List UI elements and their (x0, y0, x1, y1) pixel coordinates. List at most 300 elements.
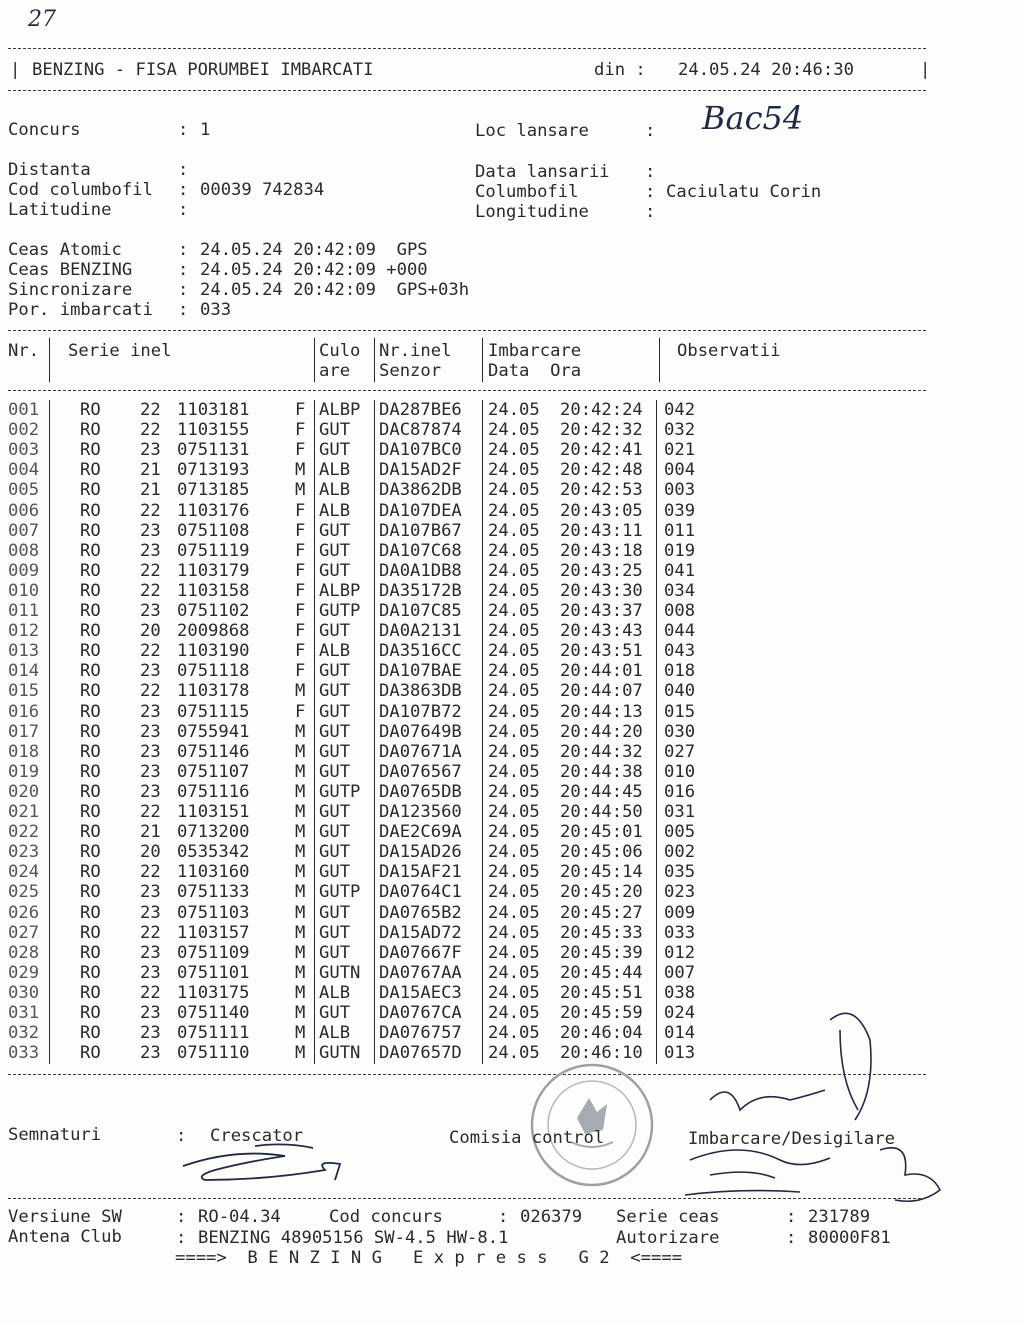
row-time: 20:43:25 (560, 560, 643, 581)
row-date: 24.05 (488, 520, 540, 541)
row-year: 23 (140, 761, 161, 782)
table-row (0, 943, 1000, 963)
row-date: 24.05 (488, 741, 540, 762)
row-date: 24.05 (488, 1003, 540, 1023)
row-observation: 005 (664, 822, 696, 843)
row-sensor: DA0767AA (379, 962, 462, 983)
row-country: RO (80, 842, 101, 863)
row-sex: M (295, 761, 306, 782)
row-country: RO (80, 641, 101, 662)
colon: : (645, 202, 656, 222)
versiune-sw-label: Versiune SW (8, 1207, 122, 1227)
row-date: 24.05 (488, 701, 540, 722)
row-year: 23 (140, 701, 161, 722)
table-row (0, 561, 1000, 581)
row-nr: 028 (8, 942, 40, 963)
row-observation: 014 (664, 1023, 696, 1044)
row-nr: 024 (8, 862, 40, 883)
colon: : (176, 1228, 187, 1248)
row-date: 24.05 (488, 420, 540, 441)
cod-concurs-label: Cod concurs (329, 1207, 443, 1227)
row-ring: 1103158 (177, 580, 250, 601)
loc-lansare-handwritten: Bac54 (702, 99, 804, 137)
row-observation: 043 (664, 641, 696, 662)
colon: : (178, 240, 189, 260)
row-sex: F (295, 661, 306, 682)
row-observation: 044 (664, 621, 696, 642)
divider (8, 390, 926, 391)
row-nr: 008 (8, 540, 40, 561)
row-sensor: DA0A1DB8 (379, 560, 462, 581)
row-nr: 011 (8, 601, 40, 621)
row-country: RO (80, 1023, 101, 1044)
row-color: GUT (319, 862, 351, 883)
table-row (0, 621, 1000, 641)
row-color: GUT (319, 661, 351, 682)
row-ring: 1103175 (177, 982, 250, 1003)
column-separator (482, 338, 483, 382)
row-observation: 035 (664, 862, 696, 883)
row-observation: 023 (664, 882, 696, 903)
row-sensor: DA3516CC (379, 641, 462, 662)
row-sex: M (295, 822, 306, 843)
row-nr: 007 (8, 520, 40, 541)
row-sensor: DA107C85 (379, 601, 462, 621)
row-sex: F (295, 420, 306, 441)
row-observation: 016 (664, 781, 696, 802)
row-date: 24.05 (488, 621, 540, 642)
row-year: 23 (140, 882, 161, 903)
row-sex: M (295, 882, 306, 903)
row-observation: 007 (664, 962, 696, 983)
row-sensor: DA107DEA (379, 500, 462, 521)
row-date: 24.05 (488, 641, 540, 662)
colon: : (786, 1207, 797, 1227)
columbofil-value: Caciulatu Corin (666, 182, 822, 202)
row-country: RO (80, 601, 101, 621)
row-ring: 0751116 (177, 781, 250, 802)
row-date: 24.05 (488, 721, 540, 742)
row-nr: 023 (8, 842, 40, 863)
table-row (0, 400, 1000, 420)
row-observation: 038 (664, 982, 696, 1003)
antena-club-label: Antena Club (8, 1227, 122, 1247)
row-year: 23 (140, 440, 161, 461)
table-row (0, 702, 1000, 722)
row-ring: 0751109 (177, 942, 250, 963)
row-sex: M (295, 902, 306, 923)
row-nr: 014 (8, 661, 40, 682)
row-sex: F (295, 500, 306, 521)
antena-club-value: BENZING 48905156 SW-4.5 HW-8.1 (198, 1228, 509, 1248)
table-row (0, 802, 1000, 822)
colon: : (178, 120, 189, 140)
colon: : (645, 182, 656, 202)
row-sensor: DA107B72 (379, 701, 462, 722)
row-country: RO (80, 802, 101, 822)
row-observation: 019 (664, 540, 696, 561)
row-year: 20 (140, 842, 161, 863)
row-country: RO (80, 560, 101, 581)
row-sex: F (295, 601, 306, 621)
col-header-imbarcare-2: Data Ora (488, 361, 582, 381)
row-observation: 003 (664, 480, 696, 501)
row-observation: 039 (664, 500, 696, 521)
row-year: 23 (140, 741, 161, 762)
row-year: 23 (140, 1043, 161, 1064)
row-country: RO (80, 781, 101, 802)
row-observation: 018 (664, 661, 696, 682)
row-ring: 0751101 (177, 962, 250, 983)
row-sensor: DAE2C69A (379, 822, 462, 843)
divider (8, 48, 926, 49)
colon: : (178, 160, 189, 180)
row-sex: M (295, 721, 306, 742)
por-imbarcati-label: Por. imbarcati (8, 300, 153, 320)
official-stamp (527, 1060, 657, 1190)
row-ring: 1103179 (177, 560, 250, 581)
row-color: GUT (319, 701, 351, 722)
table-row (0, 641, 1000, 661)
imbarcare-desigilare-label: Imbarcare/Desigilare (688, 1129, 895, 1149)
row-nr: 027 (8, 922, 40, 943)
serie-ceas-value: 231789 (808, 1207, 871, 1227)
row-sensor: DA07667F (379, 942, 462, 963)
row-country: RO (80, 942, 101, 963)
row-time: 20:46:04 (560, 1023, 643, 1044)
autorizare-label: Autorizare (616, 1228, 720, 1248)
row-ring: 0751131 (177, 440, 250, 461)
table-row (0, 541, 1000, 561)
row-sex: M (295, 962, 306, 983)
row-date: 24.05 (488, 500, 540, 521)
row-color: ALB (319, 1023, 351, 1044)
row-country: RO (80, 761, 101, 782)
row-nr: 012 (8, 621, 40, 642)
row-sex: M (295, 1023, 306, 1044)
row-color: GUT (319, 802, 351, 822)
row-year: 23 (140, 1023, 161, 1044)
table-row (0, 480, 1000, 500)
row-sensor: DA076757 (379, 1023, 462, 1044)
row-sex: M (295, 1003, 306, 1023)
row-ring: 1103190 (177, 641, 250, 662)
row-nr: 003 (8, 440, 40, 461)
row-sensor: DA107BAE (379, 661, 462, 682)
row-time: 20:45:06 (560, 842, 643, 863)
row-sensor: DA15AF21 (379, 862, 462, 883)
row-ring: 0751115 (177, 701, 250, 722)
row-date: 24.05 (488, 440, 540, 461)
row-ring: 0751146 (177, 741, 250, 762)
row-year: 23 (140, 1003, 161, 1023)
row-ring: 0751119 (177, 540, 250, 561)
row-observation: 041 (664, 560, 696, 581)
column-separator (314, 338, 315, 382)
por-imbarcati-value: 033 (200, 300, 232, 320)
row-observation: 015 (664, 701, 696, 722)
row-sensor: DA15AD2F (379, 460, 462, 481)
row-sex: M (295, 741, 306, 762)
concurs-label: Concurs (8, 120, 81, 140)
crescator-label: Crescator (210, 1126, 304, 1146)
row-ring: 1103151 (177, 802, 250, 822)
row-time: 20:43:37 (560, 601, 643, 621)
row-ring: 1103157 (177, 922, 250, 943)
row-sex: M (295, 942, 306, 963)
column-separator (314, 400, 315, 1064)
row-observation: 009 (664, 902, 696, 923)
row-time: 20:42:24 (560, 400, 643, 420)
row-date: 24.05 (488, 902, 540, 923)
row-country: RO (80, 741, 101, 762)
row-color: GUT (319, 420, 351, 441)
row-color: GUT (319, 1003, 351, 1023)
row-observation: 013 (664, 1043, 696, 1064)
row-country: RO (80, 1043, 101, 1064)
longitudine-label: Longitudine (475, 202, 589, 222)
row-color: GUT (319, 942, 351, 963)
ceas-benzing-label: Ceas BENZING (8, 260, 133, 280)
row-year: 23 (140, 601, 161, 621)
row-nr: 001 (8, 400, 40, 420)
row-date: 24.05 (488, 982, 540, 1003)
row-ring: 0751107 (177, 761, 250, 782)
row-country: RO (80, 580, 101, 601)
row-sensor: DA07649B (379, 721, 462, 742)
row-country: RO (80, 420, 101, 441)
row-time: 20:42:41 (560, 440, 643, 461)
print-datetime: 24.05.24 20:46:30 (678, 60, 854, 80)
row-color: ALB (319, 460, 351, 481)
row-date: 24.05 (488, 802, 540, 822)
row-sex: M (295, 1043, 306, 1064)
row-color: GUT (319, 761, 351, 782)
table-row (0, 681, 1000, 701)
row-year: 21 (140, 822, 161, 843)
col-header-nrinel-2: Senzor (379, 361, 442, 381)
handwritten-page-number: 27 (28, 7, 56, 32)
crescator-signature (175, 1140, 375, 1190)
row-ring: 0751133 (177, 882, 250, 903)
row-ring: 0751111 (177, 1023, 250, 1044)
ceas-benzing-value: 24.05.24 20:42:09 +000 (200, 260, 428, 280)
row-country: RO (80, 440, 101, 461)
benzing-express-banner: ====> B E N Z I N G E x p r e s s G 2 <==== (175, 1248, 683, 1268)
row-sensor: DA0764C1 (379, 882, 462, 903)
row-sensor: DA15AD26 (379, 842, 462, 863)
column-separator (659, 338, 660, 382)
row-nr: 009 (8, 560, 40, 581)
table-row (0, 923, 1000, 943)
row-color: GUTP (319, 601, 361, 621)
row-time: 20:45:59 (560, 1003, 643, 1023)
row-observation: 042 (664, 400, 696, 420)
row-year: 23 (140, 661, 161, 682)
colon: : (178, 300, 189, 320)
row-country: RO (80, 681, 101, 702)
row-year: 22 (140, 641, 161, 662)
row-time: 20:42:32 (560, 420, 643, 441)
row-year: 20 (140, 621, 161, 642)
row-year: 22 (140, 500, 161, 521)
row-observation: 012 (664, 942, 696, 963)
table-row (0, 882, 1000, 902)
row-time: 20:45:39 (560, 942, 643, 963)
row-country: RO (80, 520, 101, 541)
row-date: 24.05 (488, 942, 540, 963)
row-sensor: DA3862DB (379, 480, 462, 501)
row-ring: 1103160 (177, 862, 250, 883)
column-separator (374, 338, 375, 382)
row-year: 22 (140, 420, 161, 441)
row-sex: F (295, 400, 306, 420)
row-time: 20:42:48 (560, 460, 643, 481)
row-ring: 1103155 (177, 420, 250, 441)
row-country: RO (80, 962, 101, 983)
row-date: 24.05 (488, 962, 540, 983)
table-row (0, 501, 1000, 521)
semnaturi-label: Semnaturi (8, 1125, 102, 1145)
row-date: 24.05 (488, 661, 540, 682)
row-color: GUT (319, 822, 351, 843)
colon: : (786, 1228, 797, 1248)
row-nr: 019 (8, 761, 40, 782)
row-nr: 033 (8, 1043, 40, 1064)
row-year: 22 (140, 560, 161, 581)
row-nr: 021 (8, 802, 40, 822)
cod-columbofil-label: Cod columbofil (8, 180, 153, 200)
table-row (0, 601, 1000, 621)
cod-concurs-value: 026379 (520, 1207, 583, 1227)
colon: : (176, 1207, 187, 1227)
col-header-culoare-2: are (319, 361, 351, 381)
row-time: 20:43:11 (560, 520, 643, 541)
colon: : (178, 280, 189, 300)
row-time: 20:45:44 (560, 962, 643, 983)
row-ring: 0755941 (177, 721, 250, 742)
row-nr: 031 (8, 1003, 40, 1023)
table-row (0, 521, 1000, 541)
row-nr: 018 (8, 741, 40, 762)
row-country: RO (80, 882, 101, 903)
autorizare-value: 80000F81 (808, 1228, 891, 1248)
col-header-serie: Serie inel (68, 341, 172, 361)
row-observation: 010 (664, 761, 696, 782)
table-row (0, 581, 1000, 601)
table-row (0, 440, 1000, 460)
row-ring: 1103178 (177, 681, 250, 702)
row-time: 20:44:01 (560, 661, 643, 682)
row-country: RO (80, 922, 101, 943)
commission-signatures (680, 1000, 960, 1220)
colon: : (178, 200, 189, 220)
row-sex: M (295, 842, 306, 863)
row-time: 20:44:32 (560, 741, 643, 762)
row-sex: F (295, 580, 306, 601)
col-header-culoare-1: Culo (319, 341, 361, 361)
table-row (0, 903, 1000, 923)
row-sensor: DA15AEC3 (379, 982, 462, 1003)
row-color: GUT (319, 520, 351, 541)
row-color: ALBP (319, 580, 361, 601)
divider (8, 330, 926, 331)
row-observation: 004 (664, 460, 696, 481)
row-time: 20:44:38 (560, 761, 643, 782)
row-date: 24.05 (488, 922, 540, 943)
column-separator (374, 400, 375, 1064)
row-ring: 0751118 (177, 661, 250, 682)
row-sex: M (295, 922, 306, 943)
serie-ceas-label: Serie ceas (616, 1207, 720, 1227)
row-time: 20:44:45 (560, 781, 643, 802)
row-sex: M (295, 460, 306, 481)
row-sensor: DA123560 (379, 802, 462, 822)
row-sensor: DA107BC0 (379, 440, 462, 461)
row-year: 22 (140, 922, 161, 943)
row-year: 23 (140, 902, 161, 923)
row-country: RO (80, 902, 101, 923)
column-separator (49, 338, 50, 382)
row-ring: 0751140 (177, 1003, 250, 1023)
row-observation: 002 (664, 842, 696, 863)
row-time: 20:45:01 (560, 822, 643, 843)
date-label: din : (594, 60, 646, 80)
row-date: 24.05 (488, 560, 540, 581)
row-country: RO (80, 701, 101, 722)
col-header-observatii: Observatii (677, 341, 781, 361)
row-country: RO (80, 460, 101, 481)
col-header-imbarcare-1: Imbarcare (488, 341, 582, 361)
row-country: RO (80, 621, 101, 642)
data-lansarii-label: Data lansarii (475, 162, 610, 182)
row-time: 20:43:51 (560, 641, 643, 662)
table-row (0, 782, 1000, 802)
row-nr: 030 (8, 982, 40, 1003)
row-date: 24.05 (488, 761, 540, 782)
column-separator (49, 400, 50, 1064)
row-ring: 0751110 (177, 1043, 250, 1064)
row-ring: 0751108 (177, 520, 250, 541)
row-date: 24.05 (488, 480, 540, 501)
table-row (0, 822, 1000, 842)
row-sex: F (295, 621, 306, 642)
columbofil-label: Columbofil (475, 182, 579, 202)
row-year: 22 (140, 862, 161, 883)
row-ring: 0713200 (177, 822, 250, 843)
row-nr: 026 (8, 902, 40, 923)
row-sex: M (295, 781, 306, 802)
row-observation: 011 (664, 520, 696, 541)
row-color: ALB (319, 480, 351, 501)
row-country: RO (80, 480, 101, 501)
row-date: 24.05 (488, 1043, 540, 1064)
row-year: 23 (140, 781, 161, 802)
comisia-control-label: Comisia control (449, 1128, 605, 1148)
row-year: 21 (140, 460, 161, 481)
row-time: 20:42:53 (560, 480, 643, 501)
row-ring: 1103176 (177, 500, 250, 521)
row-country: RO (80, 721, 101, 742)
sincronizare-label: Sincronizare (8, 280, 133, 300)
header-bar-right: | (920, 60, 931, 80)
row-color: GUTN (319, 962, 361, 983)
col-header-nrinel-1: Nr.inel (379, 341, 452, 361)
row-observation: 008 (664, 601, 696, 621)
row-ring: 0751102 (177, 601, 250, 621)
sincronizare-value: 24.05.24 20:42:09 GPS+03h (200, 280, 470, 300)
row-ring: 0713193 (177, 460, 250, 481)
